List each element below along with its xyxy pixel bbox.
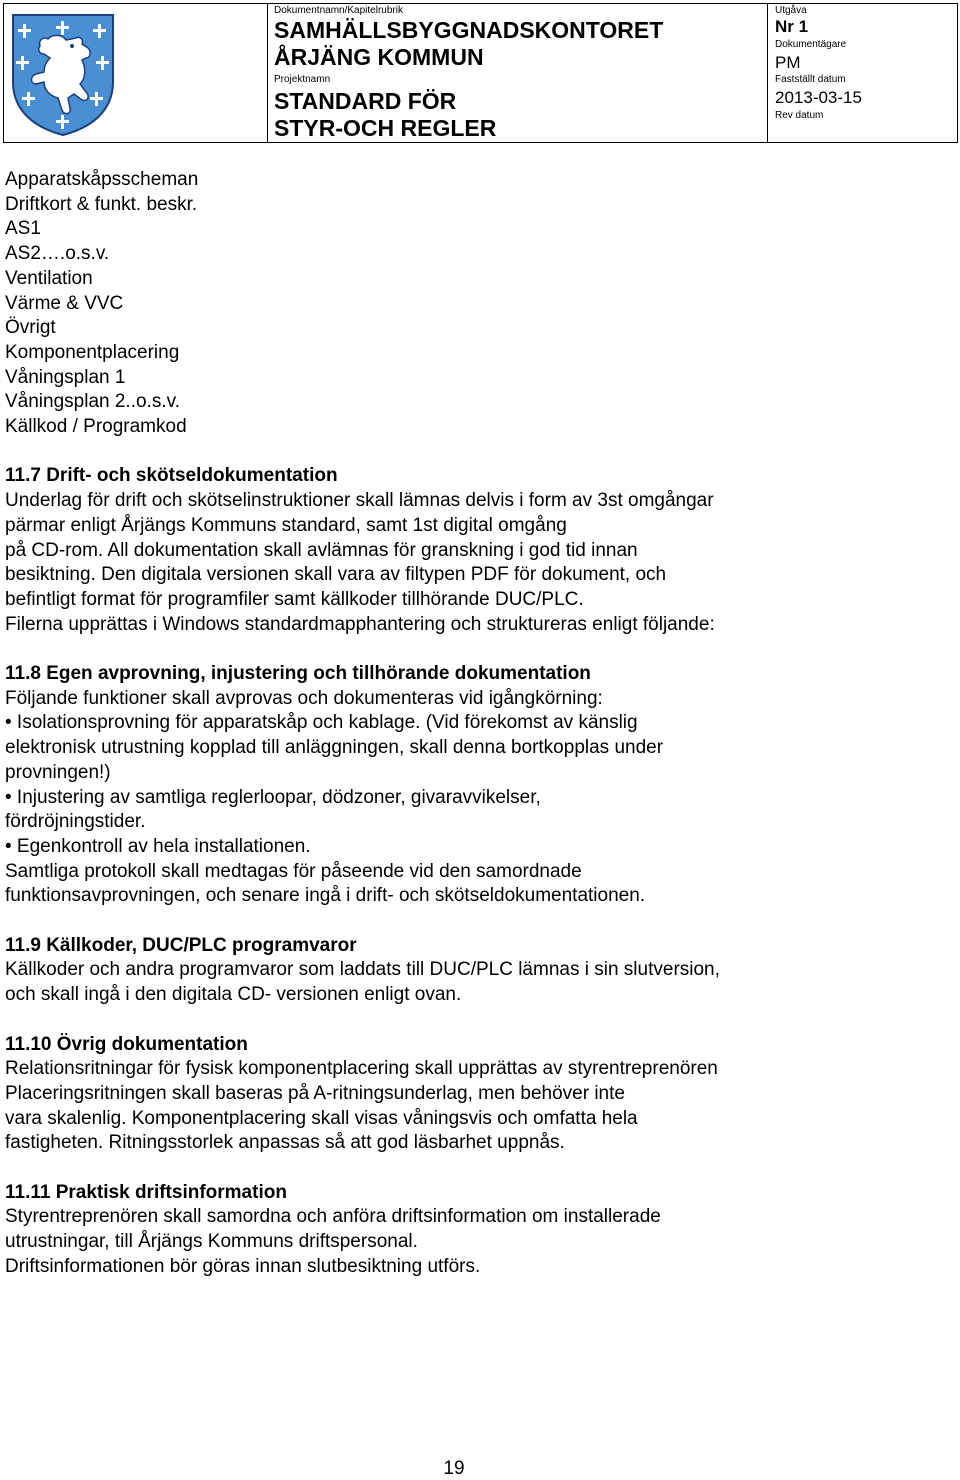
text-line: Relationsritningar för fysisk komponentplacering skall upprättas av styrentreprenören bbox=[5, 1058, 718, 1080]
project-name-label: Projektnamn bbox=[274, 74, 331, 85]
text-line: utrustningar, till Årjängs Kommuns driftspersonal. bbox=[5, 1231, 418, 1253]
text-line: fördröjningstider. bbox=[5, 811, 146, 833]
list-item: Våningsplan 1 bbox=[5, 366, 126, 388]
project-title-line-2: STYR-OCH REGLER bbox=[274, 115, 497, 141]
spacer bbox=[5, 1156, 905, 1181]
text-line: Driftsinformationen bör göras innan slutbesiktning utförs. bbox=[5, 1255, 481, 1277]
doc-title-line-2: ÅRJÄNG KOMMUN bbox=[274, 44, 484, 70]
text-line: Placeringsritningen skall baseras på A-ritningsunderlag, men behöver inte bbox=[5, 1082, 625, 1104]
section-11-10 bbox=[5, 1033, 905, 1157]
date-value: 2013-03-15 bbox=[775, 88, 862, 107]
edition-value: Nr 1 bbox=[775, 17, 809, 36]
text-line: Samtliga protokoll skall medtagas för påseende vid den samordnade bbox=[5, 860, 582, 882]
spacer bbox=[5, 440, 905, 465]
owner-value: PM bbox=[775, 53, 801, 72]
meta-cell bbox=[768, 4, 957, 142]
text-line: fastigheten. Ritningsstorlek anpassas så att god läsbarhet uppnås. bbox=[5, 1132, 565, 1154]
section-heading: 11.11 Praktisk driftsinformation bbox=[5, 1181, 287, 1203]
text-line: • Isolationsprovning för apparatskåp och kablage. (Vid förekomst av känslig bbox=[5, 712, 638, 734]
text-line: besiktning. Den digitala versionen skall vara av filtypen PDF för dokument, och bbox=[5, 564, 667, 586]
document-body bbox=[5, 168, 905, 1280]
structure-list bbox=[5, 168, 905, 440]
title-cell bbox=[268, 4, 768, 142]
section-heading: 11.8 Egen avprovning, injustering och tillhörande dokumentation bbox=[5, 663, 591, 685]
text-line: elektronisk utrustning kopplad till anläggningen, skall denna bortkopplas under bbox=[5, 737, 664, 759]
text-line: och skall ingå i den digitala CD- versionen enligt ovan. bbox=[5, 984, 462, 1006]
list-item: AS1 bbox=[5, 218, 41, 240]
doc-title-line-1: SAMHÄLLSBYGGNADSKONTORET bbox=[274, 17, 664, 43]
list-item: Våningsplan 2..o.s.v. bbox=[5, 391, 180, 413]
text-line: • Egenkontroll av hela installationen. bbox=[5, 835, 311, 857]
text-line: funktionsavprovningen, och senare ingå i drift- och skötseldokumentationen. bbox=[5, 885, 646, 907]
section-heading: 11.9 Källkoder, DUC/PLC programvaror bbox=[5, 934, 357, 956]
document-header bbox=[3, 3, 958, 143]
list-item: Komponentplacering bbox=[5, 341, 180, 363]
text-line: • Injustering av samtliga reglerloopar, dödzoner, givaravvikelser, bbox=[5, 786, 541, 808]
text-line: provningen!) bbox=[5, 761, 111, 783]
section-11-8 bbox=[5, 662, 905, 909]
list-item: Källkod / Programkod bbox=[5, 416, 187, 438]
list-item: AS2….o.s.v. bbox=[5, 243, 110, 265]
page-number: 19 bbox=[443, 1458, 465, 1479]
text-line: vara skalenlig. Komponentplacering skall visas våningsvis och omfatta hela bbox=[5, 1107, 638, 1129]
list-item: Apparatskåpsscheman bbox=[5, 169, 199, 190]
text-line: pärmar enligt Årjängs Kommuns standard, samt 1st digital omgång bbox=[5, 514, 567, 536]
logo-cell bbox=[4, 4, 268, 142]
spacer bbox=[5, 637, 905, 662]
section-11-9 bbox=[5, 934, 905, 1008]
section-heading: 11.7 Drift- och skötseldokumentation bbox=[5, 465, 338, 487]
spacer bbox=[5, 909, 905, 934]
list-item: Övrigt bbox=[5, 317, 56, 339]
edition-label: Utgåva bbox=[775, 5, 807, 16]
text-line: befintligt format för programfiler samt källkoder tillhörande DUC/PLC. bbox=[5, 588, 584, 610]
section-11-7 bbox=[5, 464, 905, 637]
text-line: Följande funktioner skall avprovas och dokumenteras vid igångkörning: bbox=[5, 687, 603, 709]
section-heading: 11.10 Övrig dokumentation bbox=[5, 1033, 248, 1055]
spacer bbox=[5, 1008, 905, 1033]
municipality-crest-icon bbox=[10, 12, 116, 138]
project-title-line-1: STANDARD FÖR bbox=[274, 88, 457, 114]
rev-date-label: Rev datum bbox=[775, 110, 824, 121]
text-line: på CD-rom. All dokumentation skall avlämnas för granskning i god tid innan bbox=[5, 539, 638, 561]
list-item: Ventilation bbox=[5, 267, 93, 289]
doc-name-label: Dokumentnamn/Kapitelrubrik bbox=[274, 5, 403, 16]
owner-label: Dokumentägare bbox=[775, 39, 847, 50]
list-item: Driftkort & funkt. beskr. bbox=[5, 193, 198, 215]
text-line: Underlag för drift och skötselinstruktioner skall lämnas delvis i form av 3st omgångar bbox=[5, 490, 714, 512]
text-line: Källkoder och andra programvaror som laddats till DUC/PLC lämnas i sin slutversion, bbox=[5, 959, 720, 981]
section-11-11 bbox=[5, 1181, 905, 1280]
date-label: Fastställt datum bbox=[775, 74, 846, 85]
text-line: Styrentreprenören skall samordna och anföra driftsinformation om installerade bbox=[5, 1206, 661, 1228]
text-line: Filerna upprättas i Windows standardmapphantering och struktureras enligt följande: bbox=[5, 613, 715, 635]
list-item: Värme & VVC bbox=[5, 292, 124, 314]
